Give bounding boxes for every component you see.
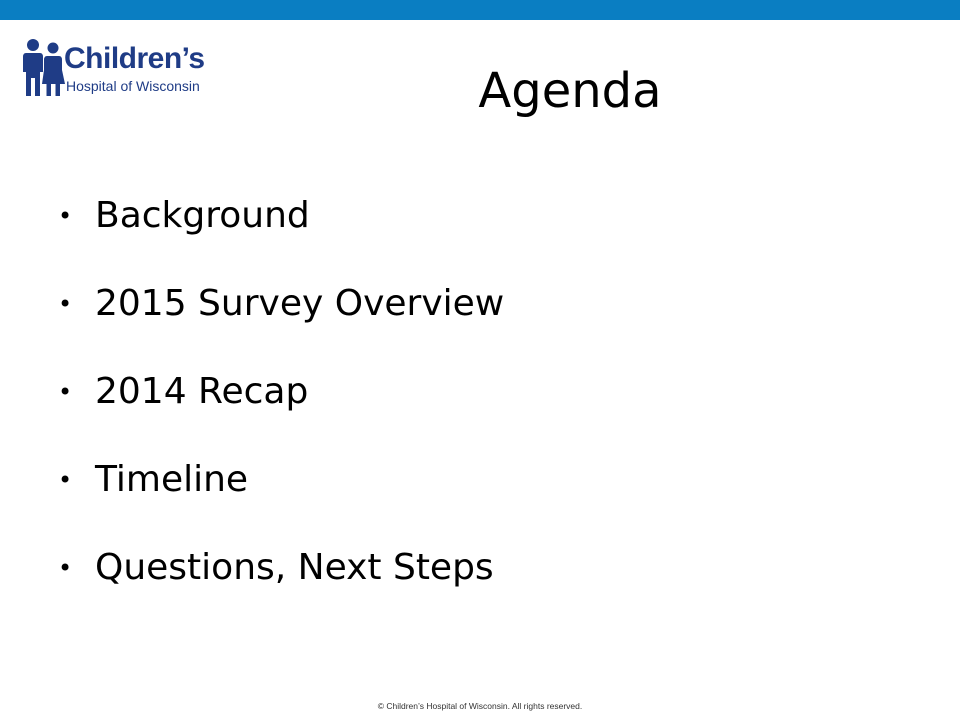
bullet-icon: • — [58, 378, 73, 406]
agenda-item-label: Timeline — [95, 459, 249, 500]
agenda-item-label: Background — [95, 195, 310, 236]
logo-name: Children’s — [64, 42, 205, 75]
bullet-icon: • — [58, 290, 73, 318]
children-figures-icon — [22, 38, 66, 98]
bullet-icon: • — [58, 554, 73, 582]
top-accent-bar — [0, 0, 960, 20]
bullet-icon: • — [58, 466, 73, 494]
bullet-icon: • — [58, 202, 73, 230]
agenda-item-label: 2014 Recap — [95, 371, 309, 412]
hospital-logo — [22, 38, 222, 100]
copyright-footer: © Children’s Hospital of Wisconsin. All rights reserved. — [377, 701, 583, 711]
slide-title: Agenda — [478, 63, 662, 119]
agenda-item-label: 2015 Survey Overview — [95, 283, 505, 324]
logo-subtitle: Hospital of Wisconsin — [66, 78, 200, 94]
agenda-item-label: Questions, Next Steps — [95, 547, 494, 588]
